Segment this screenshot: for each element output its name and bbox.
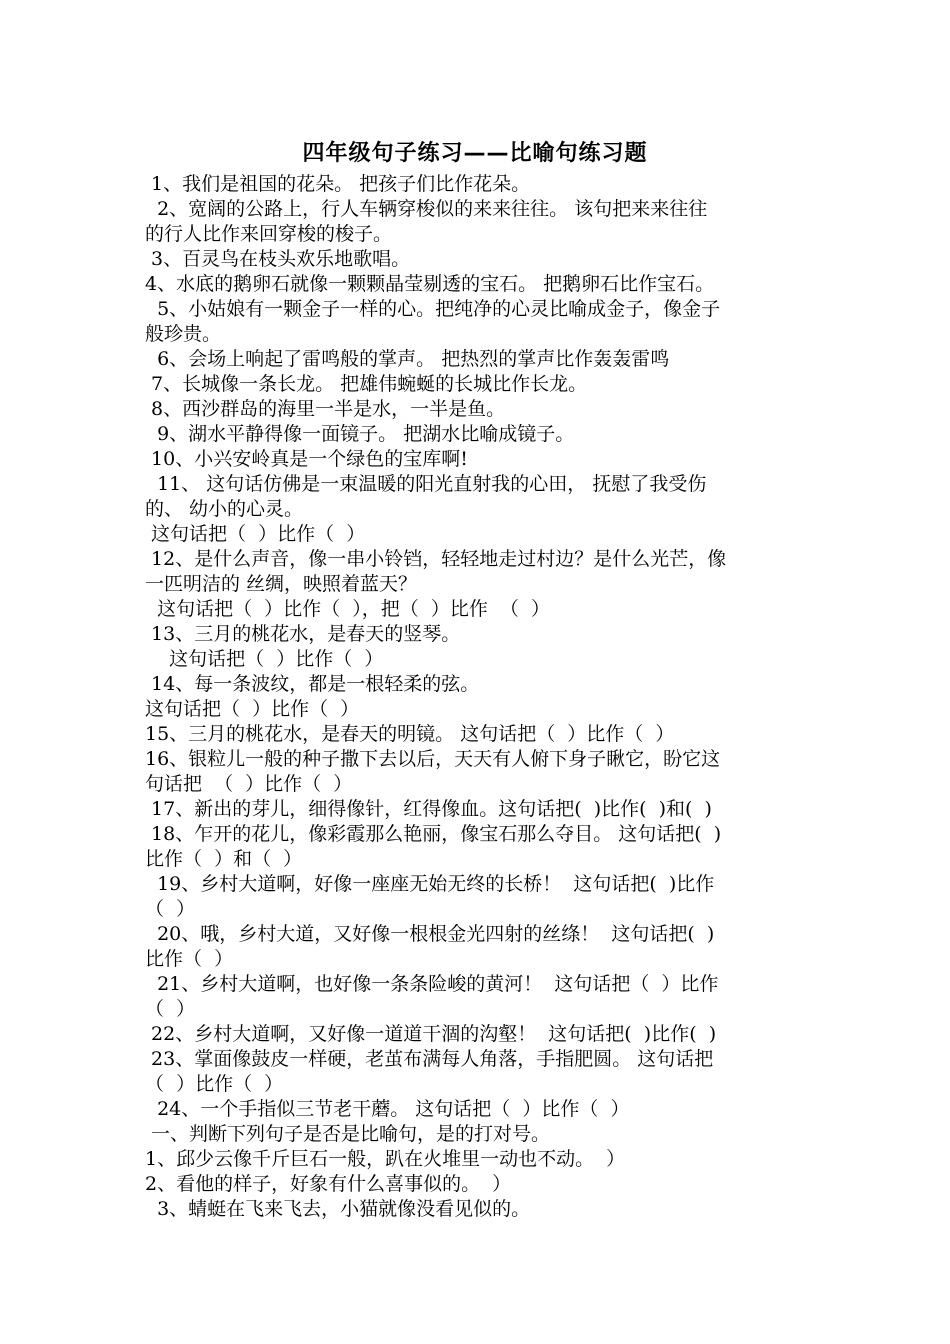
text-line: 这句话把（ ）比作（ ）	[145, 648, 384, 670]
text-line: 13、三月的桃花水，是春天的竖琴。	[145, 623, 461, 645]
document-title: 四年级句子练习——比喻句练习题	[302, 141, 648, 166]
text-line: 4、水底的鹅卵石就像一颗颗晶莹剔透的宝石。 把鹅卵石比作宝石。	[145, 273, 715, 295]
text-line: 8、西沙群岛的海里一半是水，一半是鱼。	[145, 398, 506, 420]
text-line: 7、长城像一条长龙。 把雄伟蜿蜒的长城比作长龙。	[145, 373, 588, 395]
text-line: 比作（ ）和（ ）	[145, 848, 303, 870]
document-body	[145, 172, 810, 1222]
text-line: 17、新出的芽儿，细得像针，红得像血。这句话把( )比作( )和( )	[145, 798, 712, 820]
text-line: 1、我们是祖国的花朵。 把孩子们比作花朵。	[145, 173, 531, 195]
text-line: 21、乡村大道啊，也好像一条条险峻的黄河！ 这句话把（ ）比作	[145, 973, 719, 995]
text-line: （ ）	[145, 998, 196, 1020]
text-line: 11、 这句话仿佛是一束温暖的阳光直射我的心田， 抚慰了我受伤	[145, 473, 707, 495]
text-line: 这句话把（ ）比作（ ）	[145, 523, 366, 545]
text-line: 3、蜻蜓在飞来飞去，小猫就像没看见似的。	[145, 1198, 531, 1220]
text-line: 一、判断下列句子是否是比喻句，是的打对号。	[145, 1123, 551, 1145]
text-line: 2、宽阔的公路上，行人车辆穿梭似的来来往往。 该句把来来往往	[145, 198, 708, 220]
text-line: 2、看他的样子，好象有什么喜事似的。 ）	[145, 1173, 512, 1195]
text-line: 22、乡村大道啊，又好像一道道干涸的沟壑！ 这句话把( )比作( )	[145, 1023, 717, 1045]
text-line: 这句话把（ ）比作（ ），把（ ）比作 （ ）	[145, 598, 550, 620]
text-line: 14、每一条波纹，都是一根轻柔的弦。	[145, 673, 480, 695]
text-line: （ ）比作（ ）	[145, 1073, 284, 1095]
text-line: 5、小姑娘有一颗金子一样的心。把纯净的心灵比喻成金子，像金子	[145, 298, 721, 320]
text-line: 3、百灵鸟在枝头欢乐地歌唱。	[145, 248, 411, 270]
text-line: 般珍贵。	[145, 323, 222, 345]
text-line: 句话把 （ ）比作（ ）	[145, 773, 353, 795]
text-line: 12、是什么声音，像一串小铃铛，轻轻地走过村边？是什么光芒，像	[145, 548, 727, 570]
text-line: 比作（ ）	[145, 948, 234, 970]
text-line: （ ）	[145, 898, 196, 920]
text-line: 19、乡村大道啊，好像一座座无始无终的长桥！ 这句话把( )比作	[145, 873, 715, 895]
text-line: 1、邱少云像千斤巨石一般，趴在火堆里一动也不动。 ）	[145, 1148, 626, 1170]
text-line: 的、 幼小的心灵。	[145, 498, 304, 520]
text-line: 10、小兴安岭真是一个绿色的宝库啊!	[145, 448, 468, 470]
text-line: 15、三月的桃花水，是春天的明镜。 这句话把（ ）比作（ ）	[145, 723, 675, 745]
text-line: 的行人比作来回穿梭的梭子。	[145, 223, 393, 245]
text-line: 一匹明洁的 丝绸，映照着蓝天？	[145, 573, 418, 595]
text-line: 23、掌面像鼓皮一样硬，老茧布满每人角落，手指肥圆。 这句话把	[145, 1048, 714, 1070]
text-line: 18、乍开的花儿，像彩霞那么艳丽，像宝石那么夺目。 这句话把( )	[145, 823, 722, 845]
text-line: 20、哦，乡村大道，又好像一根根金光四射的丝绦！ 这句话把( )	[145, 923, 715, 945]
text-line: 这句话把（ ）比作（ ）	[145, 698, 360, 720]
text-line: 6、会场上响起了雷鸣般的掌声。 把热烈的掌声比作轰轰雷鸣	[145, 348, 670, 370]
text-line: 24、一个手指似三节老干蘑。 这句话把（ ）比作（ ）	[145, 1098, 630, 1120]
text-line: 16、银粒儿一般的种子撒下去以后，天天有人俯下身子瞅它，盼它这	[145, 748, 721, 770]
text-line: 9、湖水平静得像一面镜子。 把湖水比喻成镜子。	[145, 423, 575, 445]
